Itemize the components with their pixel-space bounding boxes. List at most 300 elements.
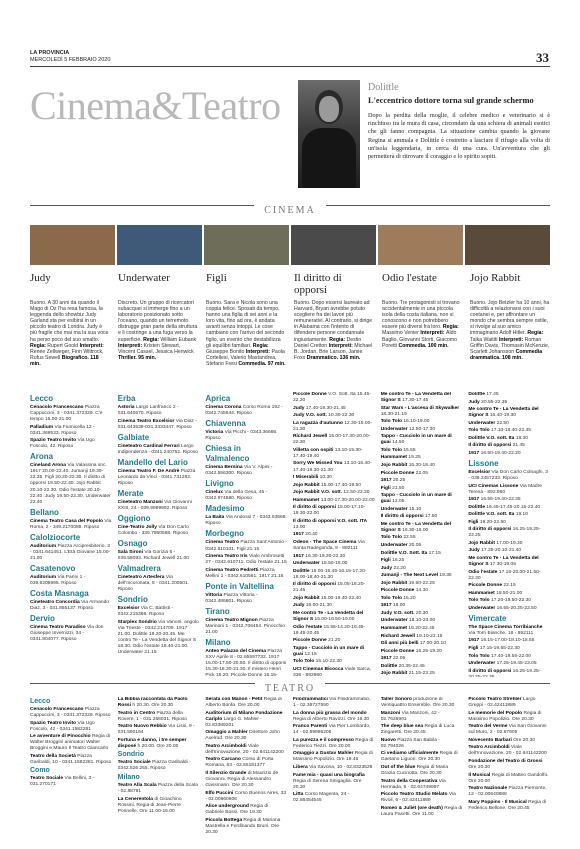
venue-or-title: Cineteatro Manzoni bbox=[117, 499, 163, 505]
venue-or-title: Underwater bbox=[380, 618, 408, 624]
listing-entry bbox=[381, 514, 463, 520]
listing-column bbox=[205, 392, 287, 677]
venue-or-title: Cineteatro Artesfera bbox=[117, 575, 165, 581]
listing-details: 19.35 bbox=[439, 573, 452, 579]
venue-or-title: Cineteatro Cardinal Ferrari bbox=[117, 443, 180, 449]
listing-details: 21.15-23.25 bbox=[408, 671, 435, 677]
film-review bbox=[30, 272, 110, 367]
listing-entry bbox=[381, 634, 463, 640]
listing-column bbox=[205, 697, 287, 847]
listing-entry bbox=[468, 745, 550, 757]
listing-details: 19.25 bbox=[408, 455, 421, 461]
listing-details: 13.00-17.30-20.00-22.00 bbox=[320, 497, 375, 503]
venue-or-title: Cinema Teatro bbox=[205, 540, 239, 546]
listing-details: Regia di Alberto Ravizzi. Ore 19.30 bbox=[293, 716, 370, 722]
venue-or-title: Judy bbox=[380, 565, 393, 571]
listing-details: 16.25-19.25-22.25 bbox=[468, 527, 541, 539]
venue-or-title: Cinema Teatro Casa del Popolo bbox=[30, 518, 104, 524]
venue-or-title: Me contro Te - La Vendetta del Signor S bbox=[468, 407, 539, 419]
listing-details: 17.40-19.55-22.00 bbox=[491, 653, 531, 659]
venue-or-title: Il diritto di opporsi bbox=[468, 668, 512, 674]
listing-details: 16.30-18.40 bbox=[408, 462, 435, 468]
photo-figure-face bbox=[319, 96, 339, 122]
listing-details: Via V. Alpini - 0342.556300. Riposo bbox=[205, 465, 273, 477]
film-description bbox=[118, 300, 198, 361]
listing-entry bbox=[30, 600, 112, 612]
listing-details: Regia di Gabriele Bossi. Ore 19.30 bbox=[205, 804, 269, 816]
listing-details: Piazza XXV Aprile 8 - 02.65597732. 1917 15.00-17.50-20.50. Il diritto di opporsi 15.30-18.30-21.30. Il mistero Henri Pick 15.20. Piccole Donne 15.15- bbox=[205, 648, 287, 677]
listing-entry bbox=[381, 558, 463, 564]
listing-details: 22.50 bbox=[496, 420, 509, 426]
listing-entry bbox=[381, 478, 463, 484]
listing-entry bbox=[293, 667, 375, 677]
listing-details: 19.10-22.15 bbox=[416, 633, 443, 639]
venue-or-title: Cine-Teatro Jolly bbox=[117, 525, 157, 531]
venue-or-title: Le avventure di Pinocchio bbox=[30, 734, 91, 740]
venue-or-title: Piccola Bottega bbox=[205, 817, 243, 823]
city-heading: Valmadrera bbox=[117, 564, 161, 574]
listing-details: 17.25-20.10-21.40 bbox=[481, 548, 522, 554]
listing-entry bbox=[118, 469, 200, 487]
film-director: Taika Waititi bbox=[470, 336, 498, 343]
teatro-band-label: TEATRO bbox=[255, 683, 325, 694]
film-genre: Thriller. 95 min. bbox=[118, 354, 157, 361]
listing-entry bbox=[468, 638, 550, 644]
listing-details: Regia di Massimo Popolizio. Ore 19.45 bbox=[293, 751, 373, 763]
venue-or-title: Omaggio a Gustav Mahler bbox=[293, 751, 354, 757]
listing-details: Piazza della Rovere, 1 - 031.266031. Riposo bbox=[117, 710, 188, 722]
film-director: Rupert Goold bbox=[47, 342, 79, 349]
listing-entry bbox=[205, 757, 287, 769]
listing-entry bbox=[293, 461, 375, 473]
venue-or-title: Jojo Rabbit bbox=[468, 540, 495, 546]
listing-details: Via Roma, 2 - 349.2170089. Riposo bbox=[30, 518, 112, 530]
section-title: Cinema&Teatro bbox=[30, 83, 281, 128]
listing-details: 13.00 bbox=[293, 524, 306, 530]
listing-entry bbox=[293, 773, 375, 791]
listing-details: 18.10-23.00 bbox=[408, 618, 436, 624]
city-heading: Ponte in Valtellina bbox=[205, 581, 274, 591]
listing-details: Via don Giuseppe Invernizzi, 34 - 0341.804077. Riposo bbox=[30, 625, 104, 643]
city-heading: Costa Masnaga bbox=[30, 588, 89, 598]
venue-or-title: Me contro Te - La Vendetta del Signor S bbox=[468, 555, 539, 568]
listing-details: 16.25 bbox=[392, 558, 405, 564]
venue-or-title: Il diritto di opporsi V.O. sott. ITA bbox=[293, 518, 368, 524]
masthead bbox=[30, 50, 110, 63]
venue-or-title: Cinema Teatro Excelsior bbox=[117, 418, 175, 424]
venue-or-title: Mary Poppins - Il Musical bbox=[468, 799, 527, 805]
listing-details: 18.50-21.00 bbox=[496, 590, 523, 596]
listing-entry bbox=[118, 419, 200, 431]
city-heading: Como bbox=[30, 767, 50, 775]
listing-entry bbox=[468, 786, 550, 798]
listing-details: h 20.00. Ore 20.00 bbox=[137, 743, 179, 749]
venue-or-title: Cinema Teatro F. De Andrè bbox=[117, 468, 180, 474]
city-heading: Bellano bbox=[30, 507, 59, 517]
listing-details: 13.10-15.30-17.40-19.40 bbox=[293, 447, 363, 459]
listing-entry bbox=[468, 512, 550, 518]
film-director: Massimo Venier bbox=[382, 330, 419, 337]
film-poster bbox=[465, 225, 550, 265]
film-review bbox=[470, 272, 550, 367]
film-review bbox=[118, 272, 198, 367]
listing-details: Via Santa Radegonda, 8 - 892111 bbox=[293, 539, 365, 552]
film-description bbox=[294, 300, 374, 361]
venue-or-title: Piccole Donne bbox=[293, 392, 327, 397]
listing-entry bbox=[293, 738, 375, 750]
venue-or-title: Tolo Tolo bbox=[380, 419, 402, 425]
listing-details: Viale Sarca, 336 - 892960 bbox=[293, 666, 371, 677]
listing-details: 16.30-16.00 bbox=[402, 527, 429, 533]
listing-details: Viale Ambrosetti 27 - 0342.610711. Odio l'estate 21.15 bbox=[205, 554, 287, 566]
listing-details: 16.40-19.30 bbox=[489, 413, 516, 419]
listing-entry bbox=[468, 407, 550, 419]
listing-entry bbox=[381, 463, 463, 469]
listing-entry bbox=[118, 550, 200, 562]
venue-or-title: Teatro Sociale bbox=[117, 760, 151, 766]
city-heading: Madesimo bbox=[205, 504, 245, 514]
venue-or-title: Cinema Teatro Mignon bbox=[205, 617, 258, 623]
venue-or-title: Excelsior bbox=[117, 606, 140, 612]
listing-entry bbox=[381, 671, 463, 677]
venue-or-title: Villetta con ospiti bbox=[293, 447, 334, 453]
film-regia-label: Regia: bbox=[527, 330, 544, 337]
venue-or-title: Teatro Arcimboldi bbox=[468, 745, 510, 751]
venue-or-title: La ragazza d'autunno bbox=[293, 420, 343, 426]
listing-details: Via Rivoli, 6 - 02.42411889 bbox=[380, 792, 456, 804]
listing-details: 15.05-18.20-21.45 bbox=[293, 582, 366, 594]
listing-details: Corso di Porta Romana, 63 - 02.55181377 bbox=[205, 757, 274, 769]
listing-entry bbox=[118, 783, 200, 795]
listing-details: 21.50 bbox=[392, 485, 405, 491]
city-heading: Sondrio bbox=[117, 595, 148, 605]
venue-or-title: Filodrammatici bbox=[293, 697, 328, 702]
listing-entry bbox=[381, 507, 463, 513]
listing-details: Via Filodrammatici, 1 - 02.36727550 bbox=[293, 697, 371, 709]
venue-or-title: Taller Sonoro bbox=[380, 697, 412, 702]
listing-details: Via Picchi - 0343.36666. Riposo bbox=[205, 430, 278, 442]
venue-or-title: Cinema Bernina bbox=[205, 465, 243, 471]
listing-entry bbox=[381, 486, 463, 492]
listing-details: Via C. Battisti - 0342.215368. Riposo bbox=[117, 606, 174, 618]
listing-details: Regia di Luca Zingaretti. Ore 20.45 bbox=[380, 724, 455, 736]
listing-details: di Gioachino Rossini. Regia di Jean-Pierre Ponnelle. Ore 11.00-15.00 bbox=[117, 796, 182, 814]
listing-entry bbox=[468, 484, 550, 496]
listing-entry bbox=[381, 806, 463, 818]
listing-entry bbox=[381, 711, 463, 723]
venue-or-title: Alice underground bbox=[205, 804, 249, 810]
listing-entry bbox=[468, 443, 550, 449]
listing-details: Via Diaz - 031.643539-031.3333447. Riposo bbox=[117, 418, 197, 430]
venue-or-title: Astoria bbox=[117, 405, 135, 410]
listing-entry bbox=[205, 593, 287, 605]
film-description bbox=[382, 300, 462, 349]
venue-or-title: Cenacolo Francescano bbox=[30, 707, 84, 712]
feature-headline: L'eccentrico dottore torna sul grande schermo bbox=[368, 96, 534, 105]
venue-or-title: Piccolo Teatro Strehler bbox=[468, 697, 522, 702]
listing-entry bbox=[30, 544, 112, 562]
listing-details: 16.55-20.25-22.50 bbox=[496, 605, 537, 611]
listing-details: Piazza della Scala - 02.88791 bbox=[117, 782, 198, 795]
listing-entry bbox=[381, 493, 463, 505]
venue-or-title: Tappo - Cucciolo in un mare di guai bbox=[380, 434, 452, 446]
venue-or-title: Le memorie del Popolo bbox=[468, 710, 523, 716]
listing-details: Regia di Federico Bellone. Ore 20.45 bbox=[468, 799, 547, 811]
venue-or-title: Hammamet bbox=[293, 497, 320, 503]
listing-entry bbox=[381, 641, 463, 647]
venue-or-title: Piccole Donne bbox=[293, 638, 327, 644]
venue-or-title: 1917 bbox=[380, 478, 392, 484]
listing-details: 12.15 bbox=[304, 651, 317, 657]
listing-entry bbox=[468, 738, 550, 744]
venue-or-title: Hammamet bbox=[380, 626, 408, 631]
venue-or-title: Teatro della Società bbox=[30, 753, 76, 759]
city-heading: Lissone bbox=[468, 458, 499, 468]
listing-entry bbox=[30, 405, 112, 423]
venue-or-title: Odio l'estate bbox=[468, 569, 498, 575]
film-reviews bbox=[30, 272, 550, 367]
listing-entry bbox=[205, 818, 287, 836]
listing-entry bbox=[293, 659, 375, 665]
listing-details: Via Ugo Foscolo, 42. Riposo bbox=[30, 438, 95, 450]
listing-details: Via Gorizia 6 - 039.58093. Richard Jewell 21.00 bbox=[117, 550, 189, 562]
listing-details: 20.40 bbox=[305, 532, 318, 538]
listing-entry bbox=[205, 697, 287, 709]
listing-entry bbox=[205, 465, 287, 477]
listing-entry bbox=[468, 505, 550, 511]
listing-entry bbox=[468, 800, 550, 812]
city-heading: Livigno bbox=[205, 479, 234, 489]
film-regia-label: Regia: bbox=[252, 342, 269, 349]
venue-or-title: Il diritto di opporsi bbox=[293, 582, 336, 588]
listing-entry bbox=[468, 392, 550, 398]
city-heading: Calolziocorte bbox=[30, 532, 81, 542]
listing-details: Corso Magenta, 24 - 02.86454545 bbox=[293, 792, 350, 804]
listing-entry bbox=[468, 527, 550, 539]
listing-entry bbox=[30, 754, 112, 766]
venue-or-title: UCI Cinemas Bicocca bbox=[293, 666, 344, 672]
venue-or-title: Teatro Carcano bbox=[205, 757, 241, 763]
film-director: William Eubank bbox=[160, 336, 197, 343]
listing-details: 17.15-19.55-22.30 bbox=[479, 646, 520, 651]
venue-or-title: Me contro Te - La Vendetta del Signor S bbox=[380, 392, 451, 404]
listing-details: 22.15 bbox=[503, 583, 516, 589]
listing-details: 17.30-19.05 bbox=[489, 562, 516, 568]
listing-details: Piazza Arcipresbiterio, 3 - 0341.641451. L'Età Giovane 15.00-21.00 bbox=[30, 543, 111, 561]
listing-details: Regia di Laura Pasetti. Ore 11.00 bbox=[380, 805, 463, 817]
film-synopsis: Discreto. Un gruppo di ricercatori subacquei si immerge fino a un laboratorio posizionato sotto l'oceano, quando un terremoto distrugge gran parte della struttura e li costringe a una fuga verso la superficie. bbox=[118, 300, 198, 343]
venue-or-title: Anteo Palazzo del Cinema bbox=[205, 648, 266, 654]
venue-or-title: Out of the blue bbox=[380, 764, 416, 770]
listing-entry bbox=[205, 711, 287, 729]
venue-or-title: Il Silenzio Grande bbox=[205, 771, 247, 777]
listing-entry bbox=[468, 583, 550, 589]
listing-entry bbox=[118, 760, 200, 772]
listing-entry bbox=[381, 738, 463, 750]
listing-details: 20.05 bbox=[408, 542, 422, 548]
film-review bbox=[294, 272, 374, 367]
listing-entry bbox=[381, 656, 463, 662]
listing-entry bbox=[205, 430, 287, 442]
feature-article bbox=[368, 82, 550, 161]
venue-or-title: Judy bbox=[468, 548, 480, 554]
listing-entry bbox=[381, 588, 463, 594]
listing-entry bbox=[118, 738, 200, 750]
venue-or-title: Underwater bbox=[380, 426, 408, 432]
listing-entry bbox=[468, 428, 550, 434]
film-genre: Commedia drammatica. 108 min. bbox=[470, 348, 543, 361]
listing-column bbox=[381, 697, 463, 847]
listing-details: Piazza Garibaldi - 0342.526 255. Riposo bbox=[117, 760, 191, 772]
listing-entry bbox=[381, 448, 463, 454]
venue-or-title: Auditorium bbox=[30, 574, 57, 580]
venue-or-title: Judy bbox=[293, 405, 305, 411]
listing-entry bbox=[468, 625, 550, 637]
listing-details: Regia di Serena Sinigaglia. Ore 20.30 bbox=[293, 778, 362, 790]
listing-entry bbox=[293, 406, 375, 412]
venue-or-title: Hammamet bbox=[468, 590, 495, 596]
venue-or-title: Omaggio a Mahler bbox=[205, 730, 248, 736]
listing-details: 12.30-15.00-21.30 bbox=[293, 420, 372, 432]
venue-or-title: Figli bbox=[468, 519, 479, 525]
listing-details: 10.30 bbox=[319, 475, 332, 481]
listing-details: h 20.30. Ore 20.30 bbox=[132, 703, 174, 709]
film-synopsis: Buono. Tre protagonisti si trovano accidentalmente in una piccola isola della costa italiana, non si conoscono e non potrebbero essere più diversi fra loro. bbox=[382, 300, 460, 331]
venue-or-title: Elfo Puccini bbox=[205, 790, 234, 796]
listing-entry bbox=[118, 405, 200, 417]
film-description bbox=[30, 300, 110, 367]
venue-or-title: Auditorium bbox=[30, 543, 57, 549]
listing-entry bbox=[30, 425, 112, 437]
film-director: Giuseppe Bonito bbox=[206, 348, 245, 355]
listing-entry bbox=[468, 520, 550, 526]
venue-or-title: Teatro Alla Scala bbox=[117, 782, 157, 788]
venue-or-title: Me contro Te - La Vendetta del Signor S bbox=[293, 610, 364, 622]
listing-details: Piazza Vittoria - 0342.486801. Riposo bbox=[205, 592, 258, 604]
listing-details: 15.00-15.45-16.15-17.20-18.00-18.40-21.30 bbox=[293, 568, 367, 580]
listing-details: Corso Buenos Aires, 33 - 02.00660606 bbox=[205, 790, 287, 802]
listing-entry bbox=[293, 554, 375, 560]
cinema-band bbox=[30, 205, 550, 219]
listing-entry bbox=[293, 540, 375, 552]
listing-details: Piazza Garibaldi, 10 - 0341.1582281. Riposo bbox=[30, 753, 112, 765]
listing-entry bbox=[381, 419, 463, 425]
venue-or-title: Novecento Barbari bbox=[468, 737, 512, 743]
city-heading: Lecco bbox=[30, 698, 51, 705]
venue-or-title: 1917 bbox=[468, 638, 480, 644]
film-description bbox=[470, 300, 550, 361]
listing-details: 17.25-19.45-22.05 bbox=[496, 661, 537, 667]
film-genre: Drammatico. 136 min. bbox=[306, 354, 361, 361]
listing-entry bbox=[118, 444, 200, 456]
listing-entry bbox=[381, 724, 463, 736]
city-heading: Dervio bbox=[30, 614, 55, 624]
venue-or-title: Jojo Rabbit bbox=[380, 671, 408, 677]
listing-entry bbox=[30, 721, 112, 733]
listing-entry bbox=[205, 515, 287, 527]
venue-or-title: Nuovo bbox=[380, 737, 396, 743]
listing-entry bbox=[205, 730, 287, 742]
film-cast-label: Interpreti: bbox=[79, 342, 104, 349]
film-title: Underwater bbox=[118, 272, 170, 284]
listing-details: Via Andossi 7 - 0343.53568. Riposo bbox=[205, 515, 287, 527]
listing-details: 19.50-22.25 bbox=[408, 580, 435, 586]
feature-kicker: Dolittle bbox=[368, 82, 399, 93]
film-genre: Commedia. 100 min. bbox=[398, 342, 449, 349]
listing-column bbox=[381, 392, 463, 677]
venue-or-title: Tolo Tolo bbox=[380, 595, 402, 601]
film-regia-label: Regia: bbox=[30, 342, 48, 349]
venue-or-title: Vittoria bbox=[205, 592, 223, 598]
film-synopsis: Buono. A 30 anni da quando il Mago di Oz l'ha resa famosa, la leggenda dello showbiz Judy Garland sta per esibirsi in un piccolo teatro di Londra. Judy è più fragile che mai ma la sua voce ha perso poco del suo smalto. bbox=[30, 300, 109, 343]
venue-or-title: 1917 bbox=[468, 450, 480, 456]
venue-or-title: Fame mia - quasi una biografia bbox=[293, 772, 365, 778]
listing-details: Regia di Massimo Popolizio. Ore 20.30 bbox=[468, 710, 542, 722]
venue-or-title: 1917 bbox=[293, 553, 304, 559]
listing-details: 17.15 bbox=[428, 550, 441, 556]
listing-entry bbox=[381, 664, 463, 670]
venue-or-title: 1917 bbox=[380, 603, 392, 609]
listing-details: 15.00-17.40-19.50 bbox=[321, 482, 361, 488]
listing-details: Via Vanoni, angolo Via Trieste - 0342.214709. 1917 21.00. Dolittle 18.20-20.45. Me contro Te - La Vendetta del Signor S 18.30. Odio l'estate 18.40-21.00. Underwater 21.15 bbox=[117, 619, 199, 656]
listing-entry bbox=[293, 532, 375, 538]
venue-or-title: Tolo Tolo bbox=[380, 447, 402, 453]
listing-entry bbox=[293, 646, 375, 658]
listing-entry bbox=[468, 421, 550, 427]
listing-details: Piazza Piemonte, 12 - 02.00640888 bbox=[468, 786, 547, 798]
listing-column bbox=[118, 697, 200, 847]
listing-entry bbox=[30, 776, 112, 788]
venue-or-title: Richard Jewell bbox=[293, 434, 328, 440]
listing-details: Via Valassina snc. 1917 20.00-22.40. Jumanji 19.30-22.35. Figli 20.20-22.30. Il diritto di opporsi 19.50-22.40. Jojo Rabbit 20.10-22.30. Odio l'estate 20.10-22.40. Judy 19.50-22.30. Underwater 22.40 bbox=[30, 463, 111, 505]
venue-or-title: I Miserabili bbox=[293, 475, 319, 481]
listing-details: 12.05 bbox=[392, 499, 405, 505]
listing-details: 17.00-20.10 bbox=[419, 641, 446, 647]
listing-details: 15.00-17.10-19.30-22.00 bbox=[293, 505, 366, 517]
listing-entry bbox=[293, 724, 375, 736]
venue-or-title: The deep blue sea bbox=[380, 724, 424, 730]
listing-column bbox=[468, 392, 550, 677]
listing-details: 12.50-17.30 bbox=[408, 426, 436, 432]
listing-entry bbox=[468, 697, 550, 709]
listing-entry bbox=[381, 618, 463, 624]
listing-entry bbox=[118, 620, 200, 656]
listing-details: Via Savona, 10 - 02.8323528 bbox=[309, 764, 373, 770]
listing-details: 19.20-22.50 bbox=[479, 519, 506, 525]
venue-or-title: Judy V.O. sott. bbox=[380, 610, 415, 616]
city-heading: Erba bbox=[117, 394, 136, 403]
listing-details: Piazza Mellini 1 - 0342.610561. 1917 21.15 bbox=[205, 567, 284, 579]
listing-column bbox=[118, 392, 200, 677]
listing-entry bbox=[468, 451, 550, 457]
listing-details: 17.45 bbox=[486, 392, 499, 397]
venue-or-title: Jumanji - The Next Level bbox=[380, 573, 439, 579]
listing-details: 16.10-19.00 bbox=[403, 419, 430, 425]
listing-entry bbox=[468, 606, 550, 612]
venue-or-title: Piccolo Teatro Studio Melato bbox=[380, 792, 448, 798]
venue-or-title: Cinema Corona bbox=[205, 405, 242, 410]
listing-details: 16.25-19.20 bbox=[415, 648, 442, 654]
listing-details: 16.20-22.45 bbox=[408, 626, 435, 631]
venue-or-title: Fortuna e danno, i tre semper disposé bbox=[117, 737, 187, 749]
listing-details: 22.05 bbox=[415, 470, 428, 476]
listing-entry bbox=[381, 611, 463, 617]
listing-details: Ore 20.30 bbox=[513, 737, 535, 743]
listing-details: 15.55 bbox=[403, 447, 416, 453]
listing-entry bbox=[381, 751, 463, 763]
venue-or-title: Tolo Tolo bbox=[468, 428, 490, 434]
listing-entry bbox=[30, 575, 112, 587]
